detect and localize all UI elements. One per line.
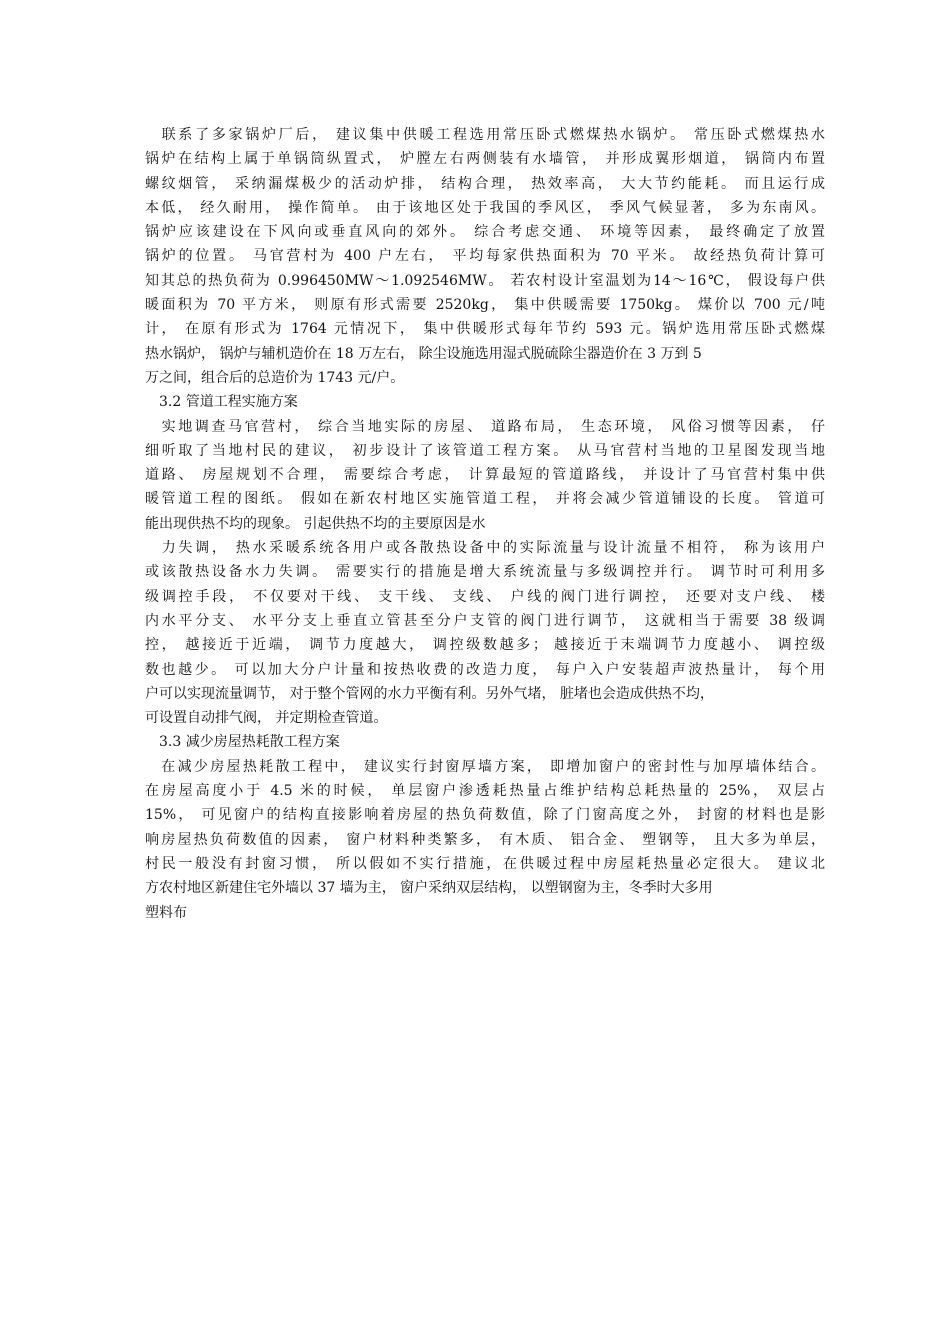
text-line: 控， 越接近于近端， 调节力度越大， 调控级数越多； 越接近于末端调节力度越小、 调控级 xyxy=(145,637,825,654)
text-line: 塑料布 xyxy=(145,904,187,921)
text-line: 锅炉应该建设在下风向或垂直风向的郊外。 综合考虑交通、 环境等因素， 最终确定了放置 xyxy=(145,224,825,241)
text-line: 内水平分支、 水平分支上垂直立管甚至分户支管的阀门进行调节， 这就相当于需要 38 级调 xyxy=(145,612,825,629)
document-body xyxy=(145,123,825,925)
text-line: 道路、 房屋规划不合理， 需要综合考虑， 计算最短的管道路线， 并设计了马官营村集中供 xyxy=(145,467,825,484)
text-line: 15%， 可见窗户的结构直接影响着房屋的热负荷数值，除了门窗高度之外， 封窗的材料也是影 xyxy=(145,807,825,824)
text-line: 户可以实现流量调节， 对于整个管网的水力平衡有利。另外气堵， 脏堵也会造成供热不均， xyxy=(145,685,714,702)
text-line: 能出现供热不均的现象。 引起供热不均的主要原因是水 xyxy=(145,515,486,532)
text-line: 在房屋高度小于 4.5 米的时候， 单层窗户渗透耗热量占维护结构总耗热量的 25%， 双层占 xyxy=(145,783,825,800)
text-line: 实地调查马官营村， 综合当地实际的房屋、 道路布局， 生态环境， 风俗习惯等因素， 仔 xyxy=(145,418,825,435)
text-line: 暖面积为 70 平方米， 则原有形式需要 2520kg， 集中供暖需要 1750kg。 煤价以 700 元/吨 xyxy=(145,297,825,314)
section-heading: 3.3 减少房屋热耗散工程方案 xyxy=(145,734,340,751)
text-line: 联系了多家锅炉厂后， 建议集中供暖工程选用常压卧式燃煤热水锅炉。 常压卧式燃煤热水 xyxy=(145,127,825,143)
text-line: 万之间，组合后的总造价为 1743 元/户。 xyxy=(145,369,405,386)
text-line: 级调控手段， 不仅要对干线、 支干线、 支线、 户线的阀门进行调控， 还要对支户线、 楼 xyxy=(145,588,825,605)
text-line: 数也越少。 可以加大分户计量和按热收费的改造力度， 每户入户安装超声波热量计， 每个用 xyxy=(145,661,825,678)
text-line: 锅炉在结构上属于单锅筒纵置式， 炉膛左右两侧装有水墙管， 并形成翼形烟道， 锅筒内布置 xyxy=(145,151,825,168)
text-line: 可设置自动排气阀， 并定期检查管道。 xyxy=(145,710,388,727)
text-line: 细听取了当地村民的建议， 初步设计了该管道工程方案。 从马官营村当地的卫星图发现当地 xyxy=(145,442,825,459)
text-line: 村民一般没有封窗习惯， 所以假如不实行措施，在供暖过程中房屋耗热量必定很大。 建议北 xyxy=(145,855,825,872)
text-line: 计， 在原有形式为 1764 元情况下， 集中供暖形式每年节约 593 元。锅炉选用常压卧式燃煤 xyxy=(145,321,825,338)
text-line: 螺纹烟管， 采纳漏煤极少的活动炉排， 结构合理， 热效率高， 大大节约能耗。 而且运行成 xyxy=(145,175,825,192)
text-line: 暖管道工程的图纸。 假如在新农村地区实施管道工程， 并将会减少管道铺设的长度。 管道可 xyxy=(145,491,825,508)
section-heading: 3.2 管道工程实施方案 xyxy=(145,394,298,411)
text-line: 知其总的热负荷为 0.996450MW～1.092546MW。 若农村设计室温划为14～16℃， 假设每户供 xyxy=(145,272,825,289)
text-line: 热水锅炉， 锅炉与辅机造价在 18 万左右， 除尘设施选用湿式脱硫除尘器造价在 3 万到 5 xyxy=(145,345,702,362)
text-line: 力失调， 热水采暖系统各用户或各散热设备中的实际流量与设计流量不相符， 称为该用户 xyxy=(145,540,825,557)
text-line: 方农村地区新建住宅外墙以 37 墙为主， 窗户采纳双层结构， 以塑钢窗为主，冬季时大多用 xyxy=(145,880,713,897)
text-line: 或该散热设备水力失调。 需要实行的措施是增大系统流量与多级调控并行。 调节时可利用多 xyxy=(145,564,825,581)
text-line: 本低， 经久耐用， 操作简单。 由于该地区处于我国的季风区， 季风气候显著， 多为东南风。 xyxy=(145,199,825,216)
text-line: 锅炉的位置。 马官营村为 400 户左右， 平均每家供热面积为 70 平米。 故经热负荷计算可 xyxy=(145,248,825,265)
text-line: 在减少房屋热耗散工程中， 建议实行封窗厚墙方案， 即增加窗户的密封性与加厚墙体结合。 xyxy=(145,758,825,775)
text-line: 响房屋热负荷数值的因素， 窗户材料种类繁多， 有木质、 铝合金、 塑钢等， 且大多为单层， xyxy=(145,831,825,848)
